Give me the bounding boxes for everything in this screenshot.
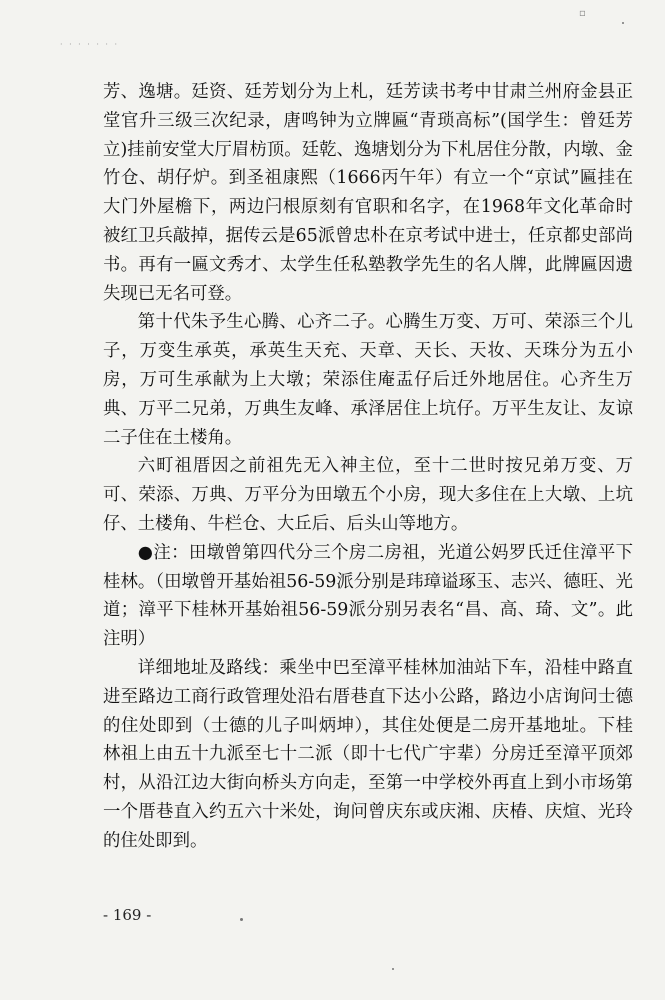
paragraph-2: 第十代朱予生心腾、心齐二子。心腾生万变、万可、荣添三个儿子，万变生承英，承英生天充、天章、天长、天妆、天珠分为五小房，万可生承献为上大墩；荣添住庵盂仔后迁外地居住。心齐生万典、万平二兄弟，万典生友峰、承泽居住上坑仔。万平生友让、友谅二子住在土楼角。 (103, 312, 633, 448)
scan-noise: · · · · · · · (60, 40, 120, 49)
scan-mark-icon: ▫ (579, 8, 586, 19)
paragraph-1: 芳、逸塘。廷资、廷芳划分为上札，廷芳读书考中甘肃兰州府金县正堂官升三级三次纪录，唐鸣钟为立牌匾“青琐高标”(国学生：曾廷芳立)挂前安堂大厅眉枋顶。廷乾、逸塘划分为下札居住分散，内墩、金竹仓、胡仔炉。到圣祖康熙（1666丙午年）有立一个“京试”匾挂在大门外屋檐下，两边闩根原刻有官职和名字，在1968年文化革命时被红卫兵敲掉，据传云是65派曾忠朴在京考试中进士，任京都史部尚书。再有一匾文秀才、太学生任私塾教学先生的名人牌，此牌匾因遗失现已无名可登。 (103, 82, 633, 304)
page-number: - 169 - (103, 906, 152, 924)
scan-speck (392, 968, 394, 970)
page-body (103, 78, 633, 856)
note-paragraph: ●注：田墩曾第四代分三个房二房祖，光道公妈罗氏迁住漳平下桂林。（田墩曾开基始祖56-59派分别是玮璋谥琢玉、志兴、德旺、光道；漳平下桂林开基始祖56-59派分别另表名“昌、高、琦、文”。此注明） (103, 542, 633, 650)
scan-speck (240, 918, 243, 921)
scan-speck (622, 22, 624, 24)
address-paragraph: 详细地址及路线：乘坐中巴至漳平桂林加油站下车，沿桂中路直进至路边工商行政管理处沿右厝巷直下达小公路，路边小店询问士德的住处即到（士德的儿子叫炳坤），其住处便是二房开基地址。下桂林祖上由五十九派至七十二派（即十七代广宇辈）分房迁至漳平顶郊村，从沿江边大街向桥头方向走，至第一中学校外再直上到小市场第一个厝巷直入约五六十米处，询问曾庆东或庆湘、庆椿、庆煊、光玲的住处即到。 (103, 657, 633, 851)
paragraph-3: 六町祖厝因之前祖先无入神主位，至十二世时按兄弟万变、万可、荣添、万典、万平分为田墩五个小房，现大多住在上大墩、上坑仔、土楼角、牛栏仓、大丘后、后头山等地方。 (103, 456, 633, 534)
